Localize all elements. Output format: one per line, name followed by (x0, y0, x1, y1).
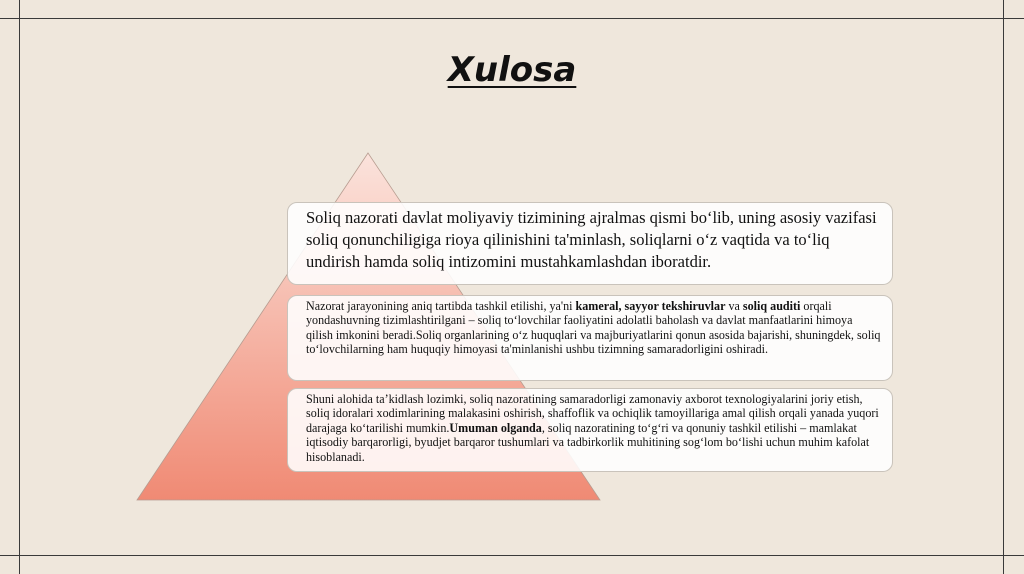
level-3-text-a: Shuni alohida ta’kidlash lozimki, soliq nazoratining samaradorligi zamonaviy axborot texnologiyalarini joriy etish, soliq idoralari xodimlarining malakasini oshirish, shaffoflik va ochiqlik tamoyillariga amal qilish orqali yanada yuqori darajaga ko‘tarilishi mumkin. (306, 392, 879, 435)
pyramid-level-2 (287, 295, 893, 381)
pyramid-level-1 (287, 202, 893, 285)
level-2-text-a: Nazorat jarayonining aniq tartibda tashkil etilishi, ya'ni (306, 299, 576, 313)
pyramid-level-3 (287, 388, 893, 472)
level-2-text-b: va (725, 299, 743, 313)
level-2-text-c: orqali yondashuvning tizimlashtirilgani – soliq to‘lovchilar faoliyatini adolatli baholash va davlat manfaatlarini himoya qilish imkonini beradi.Soliq organlarining o‘z huquqlari va majburiyatlarini qonun asosida bajarishi, shuningdek, soliq to‘lovchilarning ham huquqiy himoyasi ta'minlanishi ushbu tizimning samaradorligini oshiradi. (306, 299, 881, 357)
slide-title: Xulosa (447, 50, 577, 90)
level-3-bold-a: Umuman olganda (449, 420, 542, 435)
level-3-text-b: , soliq nazoratining to‘g‘ri va qonuniy tashkil etilishi – mamlakat iqtisodiy barqarorligi, byudjet barqaror tushumlari va tadbirkorlik muhitining sog‘lom bo‘lishi uchun muhim kafolat hisoblanadi. (306, 420, 870, 464)
level-2-bold-b: soliq auditi (742, 299, 801, 313)
level-1-text: Soliq nazorati davlat moliyaviy tizimining ajralmas qismi bo‘lib, uning asosiy vazifasi soliq qonunchiligiga rioya qilinishini ta'minlash, soliqlarni o‘z vaqtida va to‘liq undirish hamda soliq intizomini mustahkamlashdan iboratdir. (306, 208, 877, 271)
level-2-bold-a: kameral, sayyor tekshiruvlar (575, 299, 726, 313)
